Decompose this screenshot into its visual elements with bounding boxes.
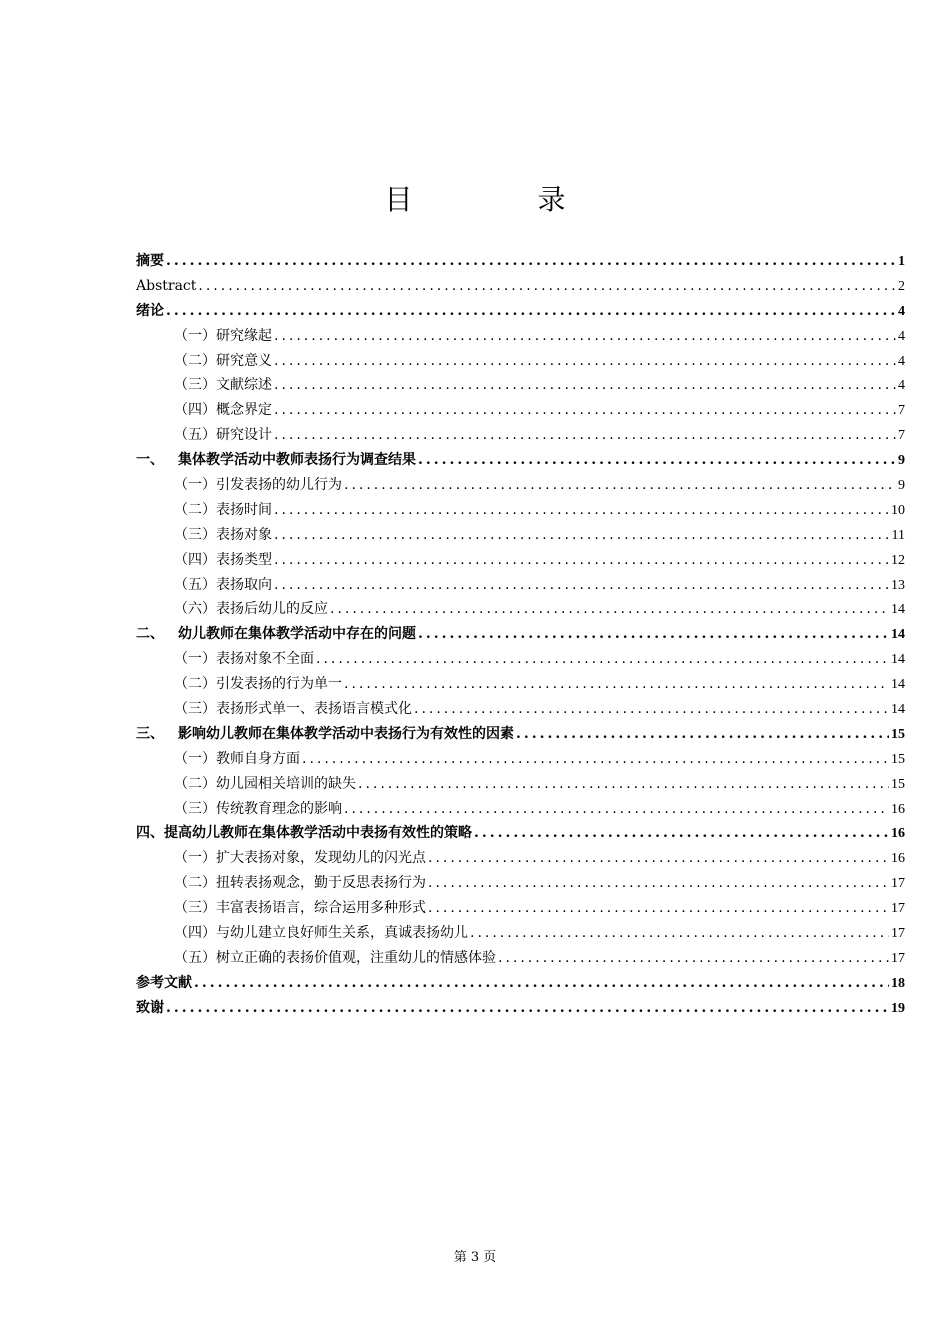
toc-entry[interactable]: [136, 249, 905, 274]
toc-entry-title: [174, 772, 356, 797]
toc-dot-leader: [274, 373, 896, 398]
toc-entry-page: 16: [891, 826, 905, 842]
toc-entry-text: 致谢: [136, 999, 164, 1016]
toc-entry-number: （三）: [174, 800, 216, 817]
toc-entry-title: [174, 697, 412, 722]
toc-entry[interactable]: [136, 697, 905, 722]
toc-entry-title: [174, 473, 342, 498]
toc-entry-page: 14: [891, 677, 905, 693]
toc-entry-text: 表扬对象: [216, 526, 272, 543]
toc-entry-text: 表扬取向: [216, 576, 272, 593]
toc-entry[interactable]: [136, 373, 905, 398]
toc-dot-leader: [274, 324, 896, 349]
toc-dot-leader: [428, 871, 889, 896]
toc-entry-page: 7: [898, 403, 905, 419]
toc-entry[interactable]: [136, 846, 905, 871]
toc-entry[interactable]: [136, 672, 905, 697]
toc-entry-text: 提高幼儿教师在集体教学活动中表扬有效性的策略: [164, 825, 472, 842]
toc-dot-leader: [344, 797, 889, 822]
toc-entry-text: 摘要: [136, 253, 164, 269]
toc-entry-number: （一）: [174, 651, 216, 668]
toc-entry-text: 教师自身方面: [216, 750, 300, 767]
toc-dot-leader: [470, 921, 889, 946]
toc-entry-title: [174, 896, 426, 921]
toc-entry-title: [174, 797, 342, 822]
toc-entry[interactable]: [136, 498, 905, 523]
toc-entry-text: 丰富表扬语言，综合运用多种形式: [216, 900, 426, 917]
toc-entry-number: 三、: [136, 725, 164, 742]
toc-entry-number: （五）: [174, 576, 216, 593]
toc-entry[interactable]: [136, 274, 905, 299]
toc-entry-text: 参考文献: [136, 974, 192, 991]
toc-entry-text: 集体教学活动中教师表扬行为调查结果: [178, 452, 416, 469]
toc-entry-number: （一）: [174, 327, 216, 344]
toc-entry-number: （三）: [174, 526, 216, 543]
toc-entry-number: （一）: [174, 750, 216, 767]
toc-entry-number: （四）: [174, 551, 216, 568]
toc-entry-number: （二）: [174, 501, 216, 518]
toc-entry-page: 15: [891, 776, 905, 792]
toc-entry[interactable]: [136, 324, 905, 349]
toc-dot-leader: [418, 622, 889, 647]
toc-entry[interactable]: [136, 448, 905, 473]
toc-dot-leader: [274, 423, 896, 448]
toc-entry[interactable]: [136, 747, 905, 772]
toc-entry-title: [136, 249, 164, 274]
toc-entry-title: [174, 946, 496, 971]
toc-entry-title: [174, 373, 272, 398]
toc-entry-title: [136, 971, 192, 996]
toc-entry-title: [174, 846, 426, 871]
toc-entry-title: [174, 498, 272, 523]
table-of-contents: [136, 249, 905, 1021]
toc-entry-page: 9: [898, 453, 905, 469]
toc-entry-number: （三）: [174, 377, 216, 394]
toc-dot-leader: [194, 971, 889, 996]
toc-entry-title: [174, 672, 342, 697]
toc-entry-page: 11: [891, 527, 905, 543]
toc-entry[interactable]: [136, 871, 905, 896]
toc-entry-page: 2: [898, 278, 905, 294]
toc-dot-leader: [344, 473, 896, 498]
toc-entry[interactable]: [136, 896, 905, 921]
toc-entry[interactable]: [136, 523, 905, 548]
toc-entry[interactable]: [136, 299, 905, 324]
toc-entry-text: 引发表扬的幼儿行为: [216, 477, 342, 494]
toc-entry-title: [136, 274, 196, 299]
toc-entry-number: （一）: [174, 850, 216, 867]
toc-entry[interactable]: [136, 821, 905, 846]
toc-entry[interactable]: [136, 548, 905, 573]
toc-entry[interactable]: [136, 597, 905, 622]
toc-entry-page: 15: [891, 726, 905, 742]
toc-entry[interactable]: [136, 946, 905, 971]
toc-entry-page: 17: [891, 876, 905, 892]
toc-entry-page: 4: [898, 303, 905, 319]
toc-dot-leader: [358, 772, 889, 797]
toc-entry-text: 与幼儿建立良好师生关系，真诚表扬幼儿: [216, 925, 468, 942]
toc-entry-page: 17: [891, 950, 905, 966]
toc-entry-text: 研究设计: [216, 427, 272, 444]
toc-entry-text: 表扬时间: [216, 501, 272, 518]
toc-entry-page: 16: [891, 851, 905, 867]
toc-entry-text: 表扬类型: [216, 551, 272, 568]
toc-entry-text: 研究意义: [216, 352, 272, 369]
toc-entry-title: [136, 821, 472, 846]
toc-entry-page: 7: [898, 428, 905, 444]
toc-entry-text: 影响幼儿教师在集体教学活动中表扬行为有效性的因素: [178, 725, 514, 742]
toc-entry-title: [174, 573, 272, 598]
toc-entry[interactable]: [136, 473, 905, 498]
toc-entry-page: 14: [891, 602, 905, 618]
toc-entry-text: 概念界定: [216, 402, 272, 419]
toc-dot-leader: [274, 398, 896, 423]
toc-dot-leader: [198, 274, 896, 299]
toc-entry-title: [174, 921, 468, 946]
toc-dot-leader: [274, 573, 889, 598]
toc-entry-page: 13: [891, 577, 905, 593]
toc-entry[interactable]: [136, 573, 905, 598]
toc-entry[interactable]: [136, 423, 905, 448]
toc-entry[interactable]: [136, 722, 905, 747]
toc-entry-text: 幼儿教师在集体教学活动中存在的问题: [178, 626, 416, 643]
toc-entry-page: 14: [891, 652, 905, 668]
toc-entry-title: [136, 722, 514, 747]
toc-entry-title: [174, 871, 426, 896]
toc-entry-text: 文献综述: [216, 377, 272, 394]
toc-entry[interactable]: [136, 996, 905, 1021]
toc-entry-title: [174, 349, 272, 374]
toc-dot-leader: [274, 498, 889, 523]
toc-entry-page: 16: [891, 801, 905, 817]
toc-entry-text: 扭转表扬观念，勤于反思表扬行为: [216, 875, 426, 892]
toc-dot-leader: [516, 722, 889, 747]
toc-entry-text: 幼儿园相关培训的缺失: [216, 775, 356, 792]
toc-entry-title: [136, 299, 164, 324]
toc-entry-title: [174, 597, 328, 622]
toc-entry-page: 17: [891, 926, 905, 942]
toc-dot-leader: [428, 896, 889, 921]
toc-entry-number: （三）: [174, 900, 216, 917]
toc-entry[interactable]: [136, 797, 905, 822]
toc-entry-page: 10: [891, 502, 905, 518]
toc-entry-number: （二）: [174, 352, 216, 369]
toc-entry-page: 14: [891, 702, 905, 718]
toc-entry-title: [174, 747, 300, 772]
toc-entry-text: Abstract: [136, 277, 197, 294]
toc-entry-number: （五）: [174, 949, 216, 966]
toc-entry-number: 四、: [136, 825, 164, 842]
toc-dot-leader: [414, 697, 889, 722]
toc-dot-leader: [316, 647, 889, 672]
toc-dot-leader: [418, 448, 896, 473]
toc-entry-page: 17: [891, 901, 905, 917]
toc-dot-leader: [166, 249, 896, 274]
toc-dot-leader: [274, 548, 889, 573]
toc-entry-number: （四）: [174, 925, 216, 942]
toc-entry-title: [174, 423, 272, 448]
toc-entry[interactable]: [136, 398, 905, 423]
toc-dot-leader: [474, 821, 889, 846]
toc-entry[interactable]: [136, 349, 905, 374]
toc-entry-page: 18: [891, 975, 905, 991]
page-title: 目 录: [384, 183, 624, 216]
toc-entry-text: 表扬对象不全面: [216, 651, 314, 668]
toc-dot-leader: [274, 349, 896, 374]
toc-entry-page: 9: [898, 478, 905, 494]
toc-entry-title: [136, 996, 164, 1021]
toc-entry-page: 4: [898, 328, 905, 344]
toc-entry-title: [174, 324, 272, 349]
toc-entry[interactable]: [136, 921, 905, 946]
toc-entry-title: [174, 523, 272, 548]
toc-entry-number: （二）: [174, 775, 216, 792]
toc-entry-number: 二、: [136, 626, 164, 643]
toc-dot-leader: [344, 672, 889, 697]
toc-entry-number: （三）: [174, 701, 216, 718]
toc-entry[interactable]: [136, 647, 905, 672]
toc-entry-text: 表扬形式单一、表扬语言模式化: [216, 701, 412, 718]
toc-entry-text: 传统教育理念的影响: [216, 800, 342, 817]
toc-dot-leader: [166, 996, 889, 1021]
toc-dot-leader: [166, 299, 896, 324]
toc-entry-number: 一、: [136, 452, 164, 469]
toc-entry-number: （二）: [174, 676, 216, 693]
toc-entry-number: （五）: [174, 427, 216, 444]
toc-entry-page: 1: [898, 254, 905, 269]
toc-dot-leader: [428, 846, 889, 871]
toc-entry-text: 表扬后幼儿的反应: [216, 601, 328, 618]
toc-entry-text: 绪论: [136, 302, 164, 319]
toc-entry-text: 引发表扬的行为单一: [216, 676, 342, 693]
toc-entry-title: [174, 647, 314, 672]
toc-entry-number: （二）: [174, 875, 216, 892]
toc-dot-leader: [330, 597, 889, 622]
toc-entry-title: [136, 448, 416, 473]
toc-dot-leader: [302, 747, 889, 772]
toc-entry-page: 14: [891, 627, 905, 643]
toc-dot-leader: [274, 523, 890, 548]
toc-entry-page: 4: [898, 353, 905, 369]
toc-entry[interactable]: [136, 772, 905, 797]
toc-entry-page: 12: [891, 552, 905, 568]
toc-entry-number: （四）: [174, 402, 216, 419]
toc-entry-title: [136, 622, 416, 647]
toc-entry-page: 19: [891, 1000, 905, 1016]
page-number-footer: 第 3 页: [453, 1250, 497, 1265]
toc-dot-leader: [498, 946, 889, 971]
toc-entry-page: 4: [898, 378, 905, 394]
toc-entry-text: 树立正确的表扬价值观，注重幼儿的情感体验: [216, 949, 496, 966]
toc-entry-number: （一）: [174, 477, 216, 494]
toc-entry-page: 15: [891, 751, 905, 767]
toc-entry-number: （六）: [174, 601, 216, 618]
toc-entry[interactable]: [136, 971, 905, 996]
toc-entry-title: [174, 398, 272, 423]
toc-entry-text: 研究缘起: [216, 327, 272, 344]
toc-entry[interactable]: [136, 622, 905, 647]
toc-entry-text: 扩大表扬对象，发现幼儿的闪光点: [216, 850, 426, 867]
toc-entry-title: [174, 548, 272, 573]
